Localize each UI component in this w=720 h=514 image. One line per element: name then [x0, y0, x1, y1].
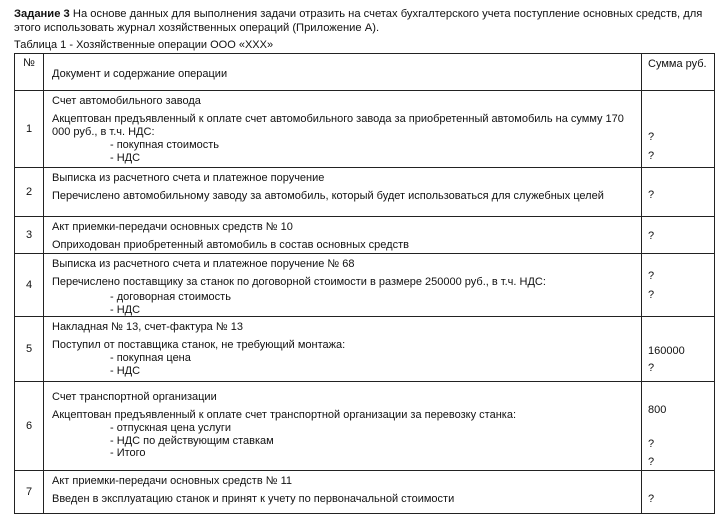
header-sum: Сумма руб.: [642, 54, 715, 91]
row-desc: Оприходован приобретенный автомобиль в состав основных средств: [52, 239, 409, 251]
row-num: 6: [15, 382, 44, 471]
row-sub: - НДС: [110, 151, 141, 164]
row-title: Акт приемки-передачи основных средств № 11: [52, 475, 292, 487]
row-doc: [44, 471, 642, 514]
row-sum: [642, 471, 715, 514]
operations-table: [14, 53, 715, 514]
row-num: 5: [15, 317, 44, 382]
row-title: Акт приемки-передачи основных средств № 10: [52, 221, 293, 233]
sum-value: ?: [648, 270, 655, 282]
row-sum: [642, 91, 715, 168]
row-sub: - покупная стоимость: [110, 139, 220, 151]
row-sub: - покупная цена: [110, 352, 191, 364]
sum-value: ?: [648, 362, 655, 374]
row-desc: Введен в эксплуатацию станок и принят к учету по первоначальной стоимости: [52, 493, 455, 505]
row-doc: [44, 168, 642, 217]
row-doc: [44, 254, 642, 317]
table-row: [15, 471, 715, 514]
row-sub: - НДС: [110, 303, 141, 316]
sum-value: ?: [648, 493, 655, 505]
row-sub: - отпускная цена услуги: [110, 422, 231, 434]
table-row: [15, 168, 715, 217]
row-desc: Поступил от поставщика станок, не требующий монтажа:: [52, 339, 346, 351]
sum-value: ?: [648, 456, 655, 468]
table-header-row: [15, 54, 715, 91]
sum-value: ?: [648, 150, 655, 162]
row-sum: [642, 217, 715, 254]
task-label: Задание 3: [14, 8, 70, 20]
table-row: [15, 317, 715, 382]
sum-value: 800: [648, 404, 667, 416]
row-title: Счет автомобильного завода: [52, 95, 201, 107]
sum-value: ?: [648, 131, 655, 143]
row-sum: [642, 168, 715, 217]
task-statement: [14, 7, 708, 35]
row-sum: [642, 317, 715, 382]
sum-value: ?: [648, 438, 655, 450]
row-doc: [44, 91, 642, 168]
row-num: 3: [15, 217, 44, 254]
header-doc: Документ и содержание операции: [44, 54, 642, 91]
row-doc: [44, 382, 642, 471]
sum-value: ?: [648, 189, 655, 201]
table-row: [15, 382, 715, 471]
row-num: 7: [15, 471, 44, 514]
row-desc: Перечислено поставщику за станок по договорной стоимости в размере 250000 руб., в т.ч. НДС:: [52, 276, 546, 288]
table-caption: Таблица 1 - Хозяйственные операции ООО «ХХХ»: [14, 39, 274, 51]
table-row: [15, 217, 715, 254]
row-sub: - Итого: [110, 447, 146, 459]
table-row: [15, 254, 715, 317]
header-num: №: [15, 54, 44, 91]
sum-value: ?: [648, 289, 655, 301]
row-doc: [44, 217, 642, 254]
row-doc: [44, 317, 642, 382]
sum-value: 160000: [648, 345, 685, 357]
row-title: Выписка из расчетного счета и платежное поручение № 68: [52, 258, 355, 270]
row-title: Счет транспортной организации: [52, 391, 217, 403]
row-num: 1: [15, 91, 44, 168]
row-title: Накладная № 13, счет-фактура № 13: [52, 321, 243, 333]
row-sub: - НДС по действующим ставкам: [110, 434, 274, 447]
sum-value: ?: [648, 230, 655, 242]
row-sum: [642, 254, 715, 317]
row-sub: - договорная стоимость: [110, 291, 231, 303]
row-num: 2: [15, 168, 44, 217]
row-desc: Акцептован предъявленный к оплате счет автомобильного завода за приобретенный автомобиль на сумму 170 000 руб., в т.ч. НДС:: [52, 113, 624, 138]
row-sub: - НДС: [110, 364, 141, 377]
task-text: На основе данных для выполнения задачи отразить на счетах бухгалтерского учета поступление основных средств, для этого использовать журнал хозяйственных операций (Приложение А).: [14, 8, 703, 34]
row-desc: Акцептован предъявленный к оплате счет транспортной организации за перевозку станка:: [52, 409, 517, 421]
row-desc: Перечислено автомобильному заводу за автомобиль, который будет использоваться для служебных целей: [52, 190, 604, 202]
row-sum: [642, 382, 715, 471]
table-row: [15, 91, 715, 168]
row-num: 4: [15, 254, 44, 317]
row-title: Выписка из расчетного счета и платежное поручение: [52, 172, 325, 184]
